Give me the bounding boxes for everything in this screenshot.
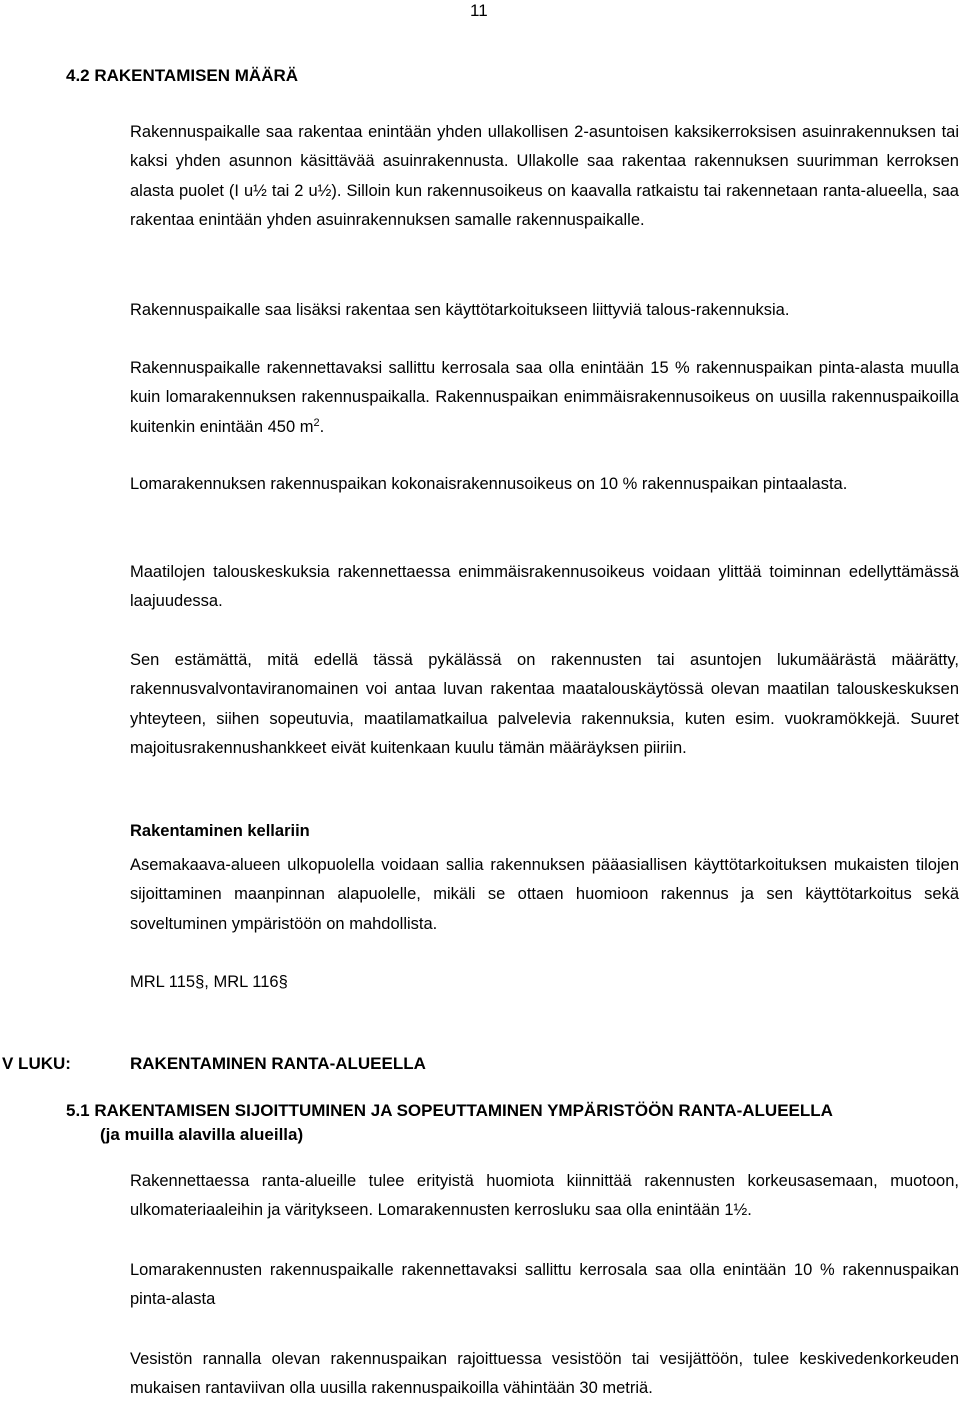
paragraph-outbuildings: Rakennuspaikalle saa lisäksi rakentaa sen käyttötarkoitukseen liittyviä talous-rakennuksia.	[130, 301, 790, 319]
paragraph-holiday-home: Lomarakennuksen rakennuspaikan kokonaisrakennusoikeus on 10 % rakennuspaikan pintaalasta.	[130, 475, 848, 493]
section-heading-5-1	[66, 1099, 833, 1147]
paragraph-exception: Sen estämättä, mitä edellä tässä pykälässä on rakennusten tai asuntojen lukumäärästä määrätty, rakennusvalvontaviranomainen voi antaa luvan rakentaa maatalouskäytössä olevan maatilan talouskeskuksen yhteyteen, siihen sopeutuvia, maatilamatkailua palvelevia rakennuksia, kuten esim. vuokramökkejä. Suuret majoitusrakennushankkeet eivät kuitenkaan kuulu tämän määräyksen piiriin.	[130, 651, 959, 757]
paragraph-shoreline: Vesistön rannalla olevan rakennuspaikan rajoittuessa vesistöön tai vesijättöön, tulee keskivedenkorkeuden mukaisen rantaviivan olla uusilla rakennuspaikoilla vähintään 30 metriä.	[130, 1350, 959, 1398]
paragraph-shore-floor-area: Lomarakennusten rakennuspaikalle rakennettavaksi sallittu kerrosala saa olla enintään 10 % rakennuspaikan pinta-alasta	[130, 1261, 959, 1309]
paragraph-building-count: Rakennuspaikalle saa rakentaa enintään yhden ullakollisen 2-asuntoisen kaksikerroksisen asuinrakennuksen tai kaksi yhden asunnon käsittävää asuinrakennusta. Ullakolle saa rakentaa rakennuksen suurimman kerroksen alasta puolet (I u½ tai 2 u½). Silloin kun rakennusoikeus on kaavalla ratkaistu tai rakennetaan ranta-alueella, saa rakentaa enintään yhden asuinrakennuksen samalle rakennuspaikalle.	[130, 123, 959, 229]
section-5-1-heading-line2: (ja muilla alavilla alueilla)	[100, 1125, 304, 1144]
floor-area-period: .	[319, 417, 325, 436]
chapter-title: RAKENTAMINEN RANTA-ALUEELLA	[130, 1054, 426, 1073]
section-5-1-heading-line1: 5.1 RAKENTAMISEN SIJOITTUMINEN JA SOPEUTTAMINEN YMPÄRISTÖÖN RANTA-ALUEELLA	[66, 1101, 833, 1120]
floor-area-superscript: 2	[313, 416, 320, 429]
paragraph-floor-area	[130, 354, 959, 442]
paragraph-shore-building: Rakennettaessa ranta-alueille tulee erityistä huomiota kiinnittää rakennusten korkeusasemaan, muotoon, ulkomateriaaleihin ja väritykseen. Lomarakennusten kerrosluku saa olla enintään 1½.	[130, 1172, 959, 1220]
paragraph-farm-centers: Maatilojen talouskeskuksia rakennettaessa enimmäisrakennusoikeus voidaan ylittää toiminnan edellyttämässä laajuudessa.	[130, 563, 959, 611]
section-heading-4-2: 4.2 RAKENTAMISEN MÄÄRÄ	[66, 66, 299, 85]
page-number: 11	[470, 1, 488, 20]
chapter-label: V LUKU:	[2, 1054, 71, 1073]
cellar-heading: Rakentaminen kellariin	[130, 822, 310, 840]
law-reference: MRL 115§, MRL 116§	[130, 973, 288, 991]
paragraph-cellar: Asemakaava-alueen ulkopuolella voidaan sallia rakennuksen pääasiallisen käyttötarkoituksen mukaisten tilojen sijoittaminen maanpinnan alapuolelle, mikäli se ottaen huomioon rakennus ja sen käyttötarkoitus sekä soveltuminen ympäristöön on mahdollista.	[130, 856, 959, 933]
floor-area-text: Rakennuspaikalle rakennettavaksi sallittu kerrosala saa olla enintään 15 % rakennuspaikan pinta-alasta muulla kuin lomarakennuksen rakennuspaikalla. Rakennuspaikan enimmäisrakennusoikeus on uusilla rakennuspaikoilla kuitenkin enintään 450 m	[130, 359, 959, 436]
